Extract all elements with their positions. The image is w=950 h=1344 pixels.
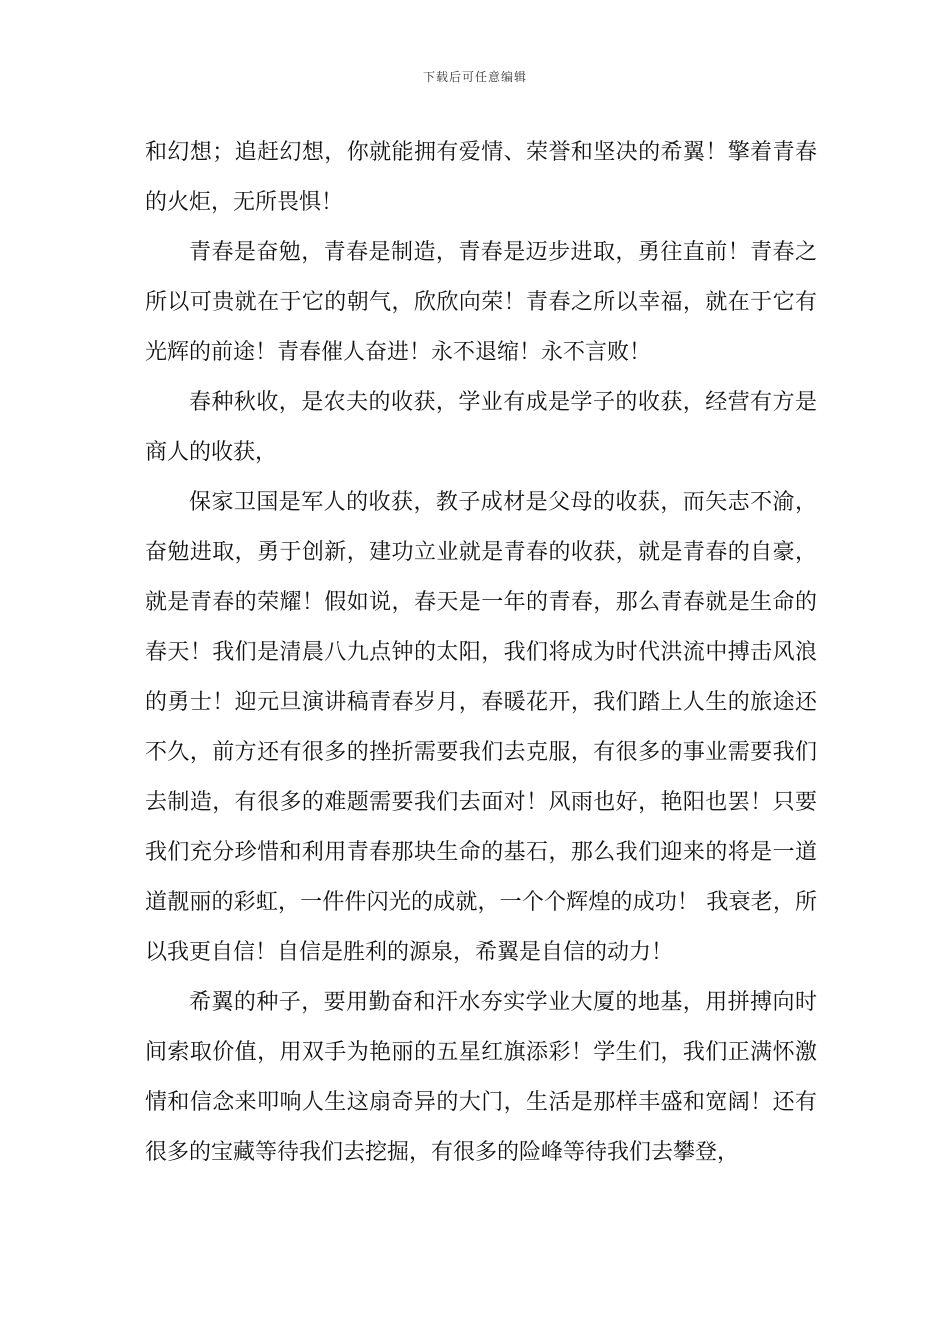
paragraph-3: 春种秋收，是农夫的收获，学业有成是学子的收获，经营有方是商人的收获，	[145, 390, 817, 465]
page-header: 下载后可任意编辑	[422, 70, 527, 84]
paragraph-2: 青春是奋勉，青春是制造，青春是迈步进取，勇往直前！青春之所以可贵就在于它的朝气，欣欣向荣！青春之所以幸福，就在于它有光辉的前途！青春催人奋进！永不退缩！永不言败！	[145, 240, 817, 365]
paragraph-1: 和幻想；追赶幻想，你就能拥有爱情、荣誉和坚决的希翼！擎着青春的火炬，无所畏惧！	[145, 140, 817, 215]
paragraph-4: 保家卫国是军人的收获，教子成材是父母的收获，而矢志不渝，奋勉进取，勇于创新，建功立业就是青春的收获，就是青春的自豪，就是青春的荣耀！假如说，春天是一年的青春，那么青春就是生命的春天！我们是清晨八九点钟的太阳，我们将成为时代洪流中搏击风浪的勇士！迎元旦演讲稿青春岁月，春暖花开，我们踏上人生的旅途还不久，前方还有很多的挫折需要我们去克服，有很多的事业需要我们去制造，有很多的难题需要我们去面对！风雨也好，艳阳也罢！只要我们充分珍惜和利用青春那块生命的基石，那么我们迎来的将是一道道靓丽的彩虹，一件件闪光的成就，一个个辉煌的成功！ 我衰老，所以我更自信！自信是胜利的源泉，希翼是自信的动力！	[145, 490, 817, 965]
document-body	[145, 128, 817, 1178]
paragraph-5: 希翼的种子，要用勤奋和汗水夯实学业大厦的地基，用拼搏向时间索取价值，用双手为艳丽的五星红旗添彩！学生们，我们正满怀激情和信念来叩响人生这扇奇异的大门，生活是那样丰盛和宽阔！还有很多的宝藏等待我们去挖掘，有很多的险峰等待我们去攀登，	[145, 990, 817, 1165]
